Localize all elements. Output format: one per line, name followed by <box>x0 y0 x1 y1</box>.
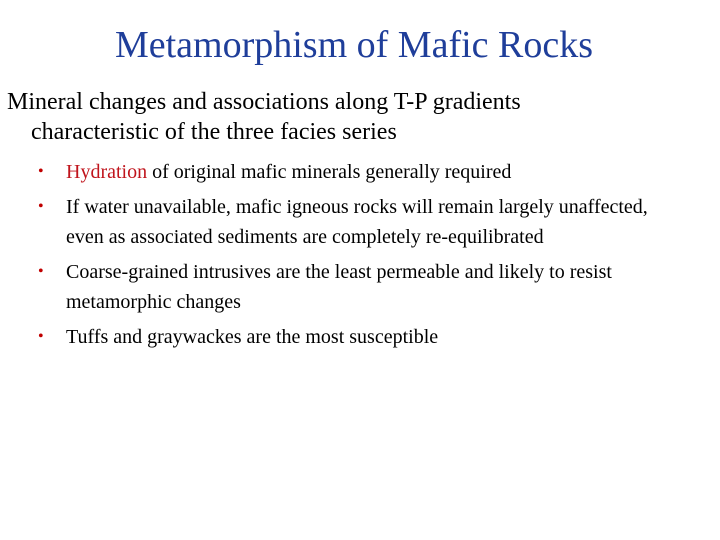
sub-bullet-coarse-grained <box>38 257 678 317</box>
main-point-line2: characteristic of the three facies series <box>31 119 397 145</box>
sub-bullet-text: of original mafic minerals generally required <box>147 161 512 183</box>
bullet-icon: • <box>38 263 44 280</box>
slide-title: Metamorphism of Mafic Rocks <box>114 24 594 66</box>
sub-bullet-text: Coarse-grained intrusives are the least permeable and likely to resist metamorphic changes <box>66 261 612 313</box>
sub-bullet-hydration <box>38 157 678 187</box>
sub-bullet-list <box>38 157 678 357</box>
sub-bullet-text: Tuffs and graywackes are the most susceptible <box>66 326 439 348</box>
main-point <box>7 87 707 147</box>
bullet-icon: • <box>38 328 44 345</box>
sub-bullet-water-unavailable <box>38 192 678 252</box>
main-point-line1: Mineral changes and associations along T-P gradients <box>7 89 521 115</box>
sub-bullet-text: If water unavailable, mafic igneous rocks will remain largely unaffected, even as associated sediments are completely re-equilibrated <box>66 196 648 248</box>
bullet-icon: • <box>38 163 44 180</box>
highlight-term: Hydration <box>66 161 148 183</box>
sub-bullet-tuffs <box>38 322 678 352</box>
bullet-icon: • <box>38 198 44 215</box>
